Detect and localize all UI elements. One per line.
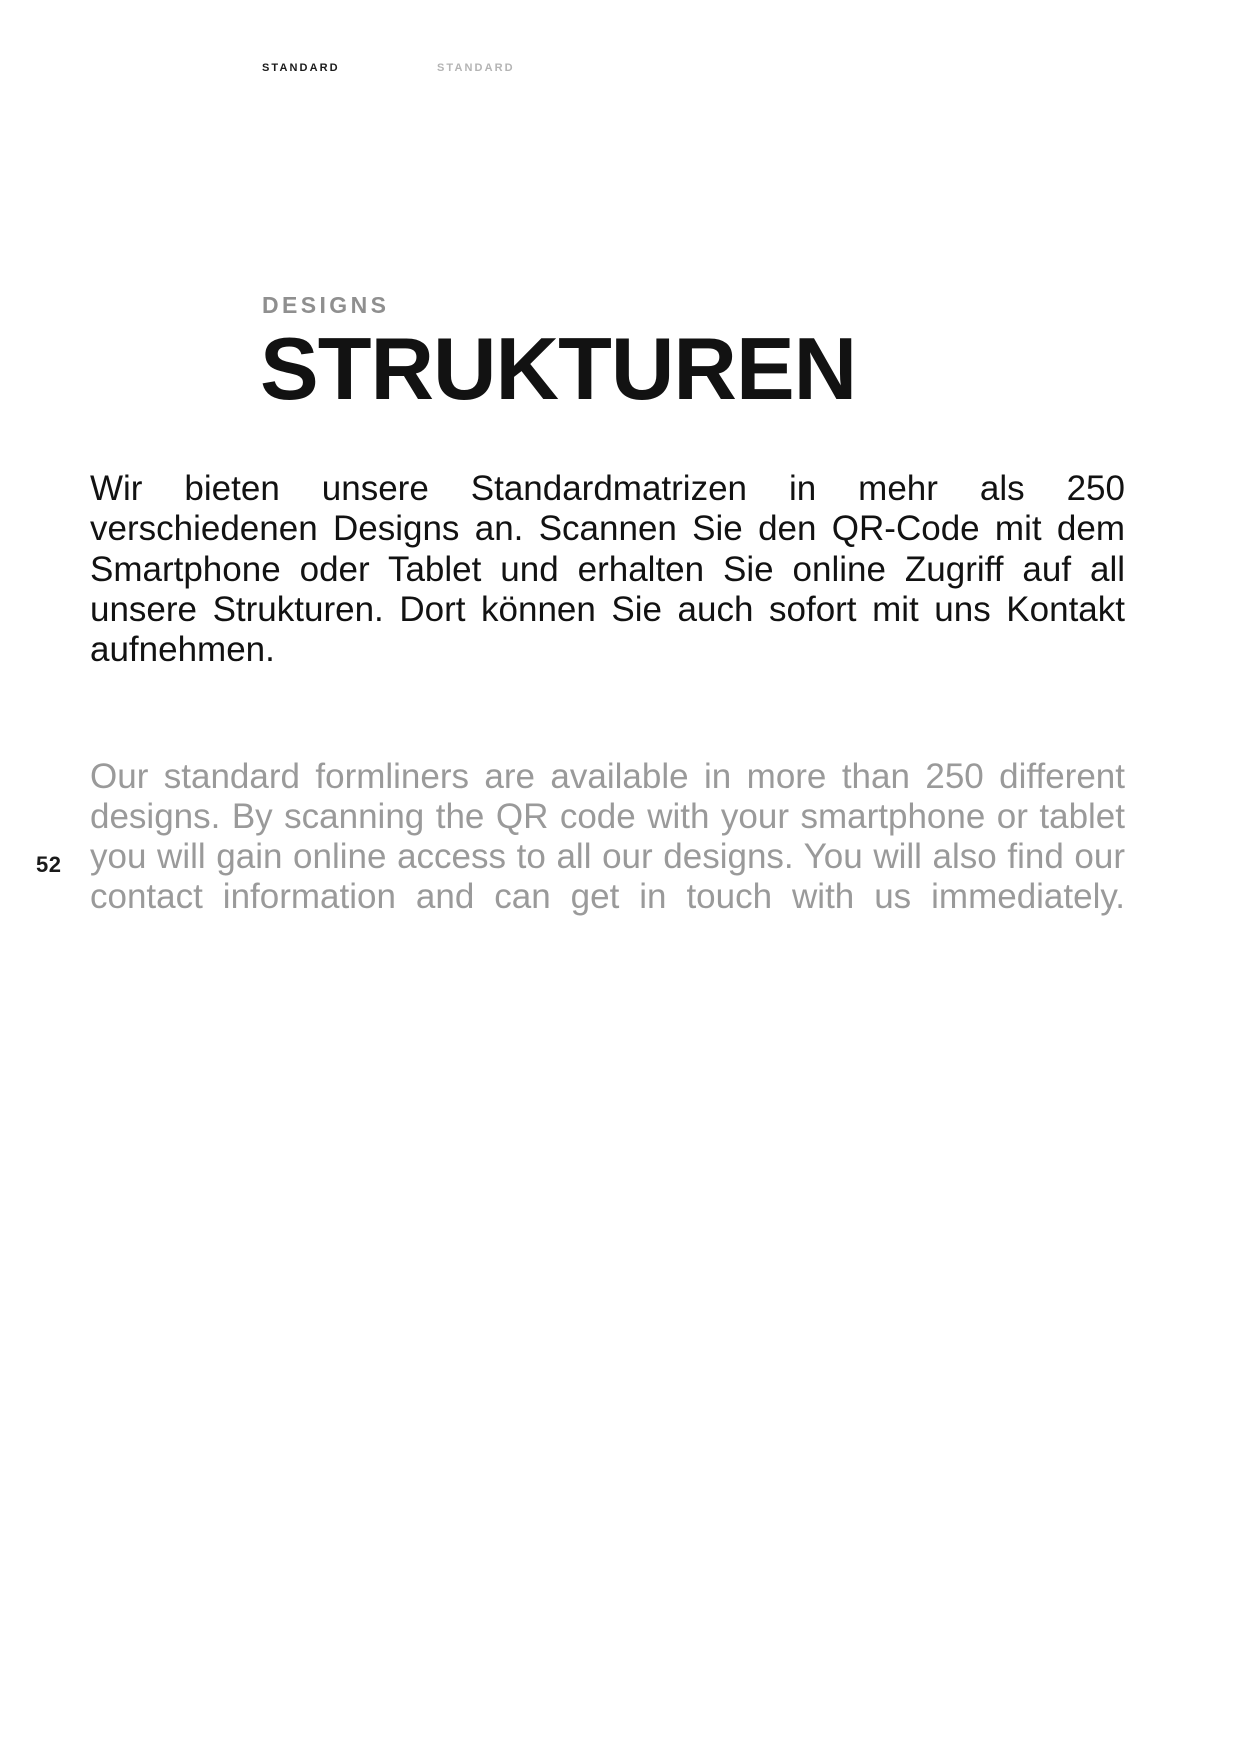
body-paragraph-english: Our standard formliners are available in more than 250 different designs. By scanning the QR code with your smartphone or tablet you will gain online access to all our designs. You will also find our contact information and can get in touch with us immediately. [90, 756, 1125, 917]
running-header-section-inactive: STANDARD [437, 62, 515, 74]
page-number: 52 [36, 852, 62, 877]
main-content [90, 292, 1125, 958]
page-title: STRUKTUREN [260, 319, 857, 418]
body-paragraph-german: Wir bieten unsere Standardmatrizen in mehr als 250 verschiedenen Designs an. Scannen Sie den QR-Code mit dem Smartphone oder Tablet und erhalten Sie online Zugriff auf all unsere Strukturen. Dort können Sie auch sofort mit uns Kontakt aufnehmen. [90, 469, 1125, 669]
section-eyebrow: DESIGNS [262, 292, 390, 318]
running-header-section-active: STANDARD [262, 62, 340, 74]
running-header [262, 62, 515, 74]
